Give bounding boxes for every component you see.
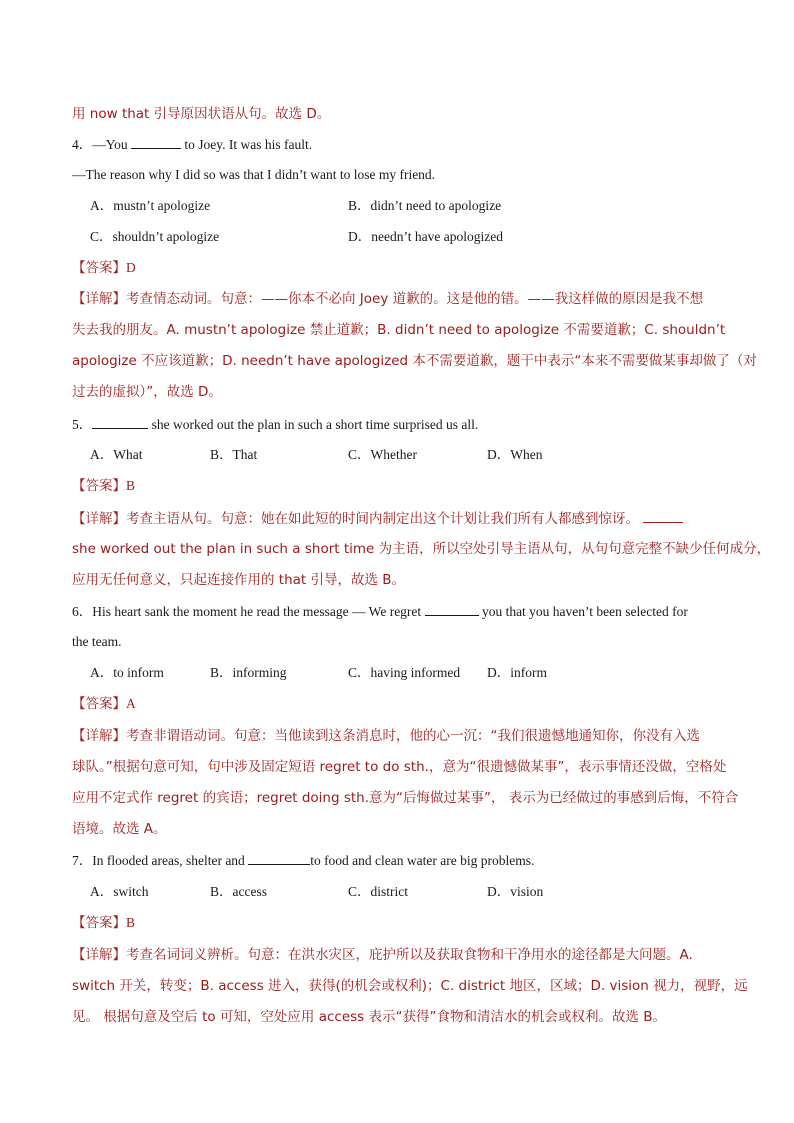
question-7-blank: [248, 850, 310, 865]
detail-text: 考查名词词义辨析。句意：在洪水灾区，庇护所以及获取食物和干净用水的途径都是大问题。A.: [126, 947, 693, 963]
question-6-option-b: B．informing: [210, 665, 287, 680]
question-6-detail: [72, 726, 700, 746]
question-4-option-c: C．shouldn’t apologize: [90, 229, 220, 244]
detail-text: 考查情态动词。句意：——你本不必向 Joey 道歉的。这是他的错。——我这样做的原因是我不想: [126, 291, 704, 307]
detail-text: 考查主语从句。句意：她在如此短的时间内制定出这个计划让我们所有人都感到惊讶。: [126, 511, 639, 527]
answer-value: B: [126, 915, 136, 930]
question-6-option-c: C．having informed: [348, 665, 461, 680]
question-5-suffix: she worked out the plan in such a short time surprised us all.: [148, 417, 479, 432]
question-5-prefix: 5．: [72, 417, 93, 432]
question-5-option-b: B．That: [210, 447, 258, 462]
question-4-option-d: D．needn’t have apologized: [348, 229, 503, 244]
question-4-stem: [72, 134, 312, 155]
question-7-detail-line-2: switch 开关，转变；B. access 进入，获得(的机会或权利)；C. district 地区，区域；D. vision 视力，视野，远: [72, 978, 748, 994]
question-6-suffix: you that you haven’t been selected for: [478, 604, 688, 619]
answer-tag: 【答案】: [72, 260, 126, 276]
question-5-stem: [72, 414, 478, 435]
question-5-detail-line-3: 应用无任何意义，只起连接作用的 that 引导，故选 B。: [72, 572, 406, 588]
question-4-option-b: B．didn’t need to apologize: [348, 198, 502, 213]
question-6-detail-line-3: 应用不定式作 regret 的宾语；regret doing sth.意为“后悔做过某事”， 表示为已经做过的事感到后悔，不符合: [72, 790, 739, 806]
detail-tag: 【详解】: [72, 291, 126, 307]
question-4-detail-line-3: apologize 不应该道歉；D. needn’t have apologized 本不需要道歉，题干中表示“本来不需要做某事却做了（对: [72, 353, 757, 369]
question-7-option-c: C．district: [348, 884, 408, 899]
detail-tag: 【详解】: [72, 728, 126, 744]
question-6-blank: [425, 601, 479, 616]
question-6-prefix: 6．His heart sank the moment he read the message — We regret: [72, 604, 425, 619]
question-6-stem: [72, 601, 688, 622]
question-4-detail-line-4: 过去的虚拟）”，故选 D。: [72, 384, 222, 400]
question-5-option-d: D．When: [487, 447, 543, 462]
question-7-answer: [72, 913, 135, 933]
question-6-stem-line-2: the team.: [72, 634, 122, 649]
intro-explanation: 用 now that 引导原因状语从句。故选 D。: [72, 106, 331, 122]
question-7-prefix: 7．In flooded areas, shelter and: [72, 853, 249, 868]
detail-text: 考查非谓语动词。句意：当他读到这条消息时，他的心一沉：“我们很遗憾地通知你，你没有入选: [126, 728, 700, 744]
question-6-option-a: A．to inform: [90, 665, 164, 680]
question-7-option-d: D．vision: [487, 884, 544, 899]
question-4-blank: [131, 134, 181, 149]
answer-tag: 【答案】: [72, 915, 126, 931]
detail-tag: 【详解】: [72, 511, 126, 527]
question-6-option-d: D．inform: [487, 665, 547, 680]
question-7-option-a: A．switch: [90, 884, 149, 899]
question-7-detail: [72, 945, 693, 965]
answer-tag: 【答案】: [72, 696, 126, 712]
question-4-suffix: to Joey. It was his fault.: [181, 137, 313, 152]
answer-value: B: [126, 478, 136, 493]
question-5-option-a: A．What: [90, 447, 143, 462]
question-4-detail: [72, 289, 703, 309]
question-7-suffix: to food and clean water are big problems.: [310, 853, 535, 868]
question-4-option-a: A．mustn’t apologize: [90, 198, 211, 213]
answer-value: A: [126, 696, 136, 711]
question-5-option-c: C．Whether: [348, 447, 417, 462]
question-7-stem: [72, 850, 534, 871]
question-4-detail-line-2: 失去我的朋友。A. mustn’t apologize 禁止道歉；B. didn’t need to apologize 不需要道歉；C. shouldn’t: [72, 322, 726, 338]
question-5-detail: [72, 508, 683, 529]
answer-value: D: [126, 260, 136, 275]
question-5-answer: [72, 476, 135, 496]
question-5-blank: [92, 414, 148, 429]
question-6-answer: [72, 694, 136, 714]
question-6-detail-line-2: 球队。”根据句意可知，句中涉及固定短语 regret to do sth.，意为“很遗憾做某事”，表示事情还没做，空格处: [72, 759, 727, 775]
question-4-prefix: 4．—You: [72, 137, 132, 152]
question-4-answer: [72, 258, 136, 278]
question-7-detail-line-3: 见。 根据句意及空后 to 可知，空处应用 access 表示“获得”食物和清洁水的机会或权利。故选 B。: [72, 1009, 667, 1025]
detail-tag: 【详解】: [72, 947, 126, 963]
question-5-detail-line-2: she worked out the plan in such a short time 为主语，所以空处引导主语从句，从句句意完整不缺少任何成分，: [72, 541, 771, 557]
question-7-option-b: B．access: [210, 884, 267, 899]
answer-tag: 【答案】: [72, 478, 126, 494]
question-6-detail-line-4: 语境。故选 A。: [72, 821, 167, 837]
question-4-reply: —The reason why I did so was that I didn’t want to lose my friend.: [72, 167, 436, 182]
question-5-detail-blank: [643, 508, 683, 523]
